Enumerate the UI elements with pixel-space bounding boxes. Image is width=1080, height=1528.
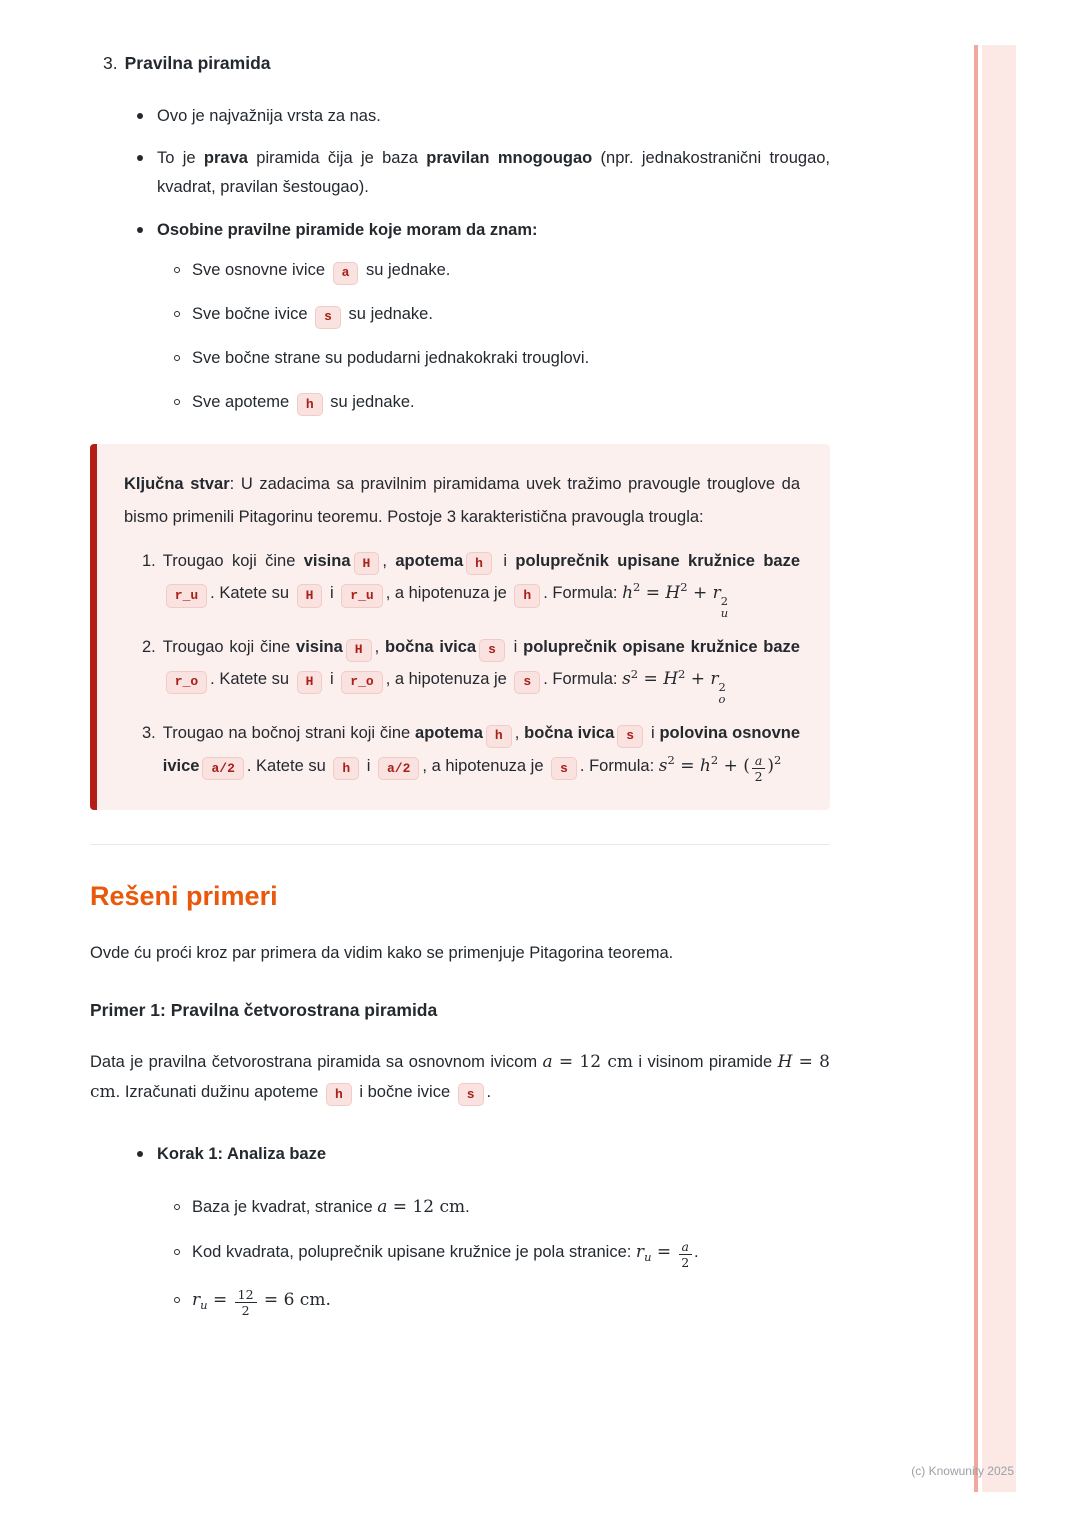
text-segment: , a hipotenuza je (385, 583, 512, 602)
text-segment: i (362, 756, 375, 775)
inline-code-chip: a (333, 262, 359, 285)
math-text: = (640, 582, 666, 603)
math-superscript: 2 (678, 666, 686, 681)
inline-code-chip: s (514, 671, 540, 694)
math-variable: r (710, 669, 719, 690)
math-text: = 6 cm. (258, 1290, 331, 1311)
inline-code-chip: r_o (341, 671, 382, 694)
bullet-icon (137, 113, 143, 119)
bullet-icon (137, 155, 143, 161)
text-segment: Trougao koji čine (162, 551, 304, 570)
math-variable: r (635, 1242, 645, 1263)
inline-code-chip: r_u (341, 584, 382, 607)
text-segment: , (514, 724, 525, 743)
text-segment: su jednake. (343, 305, 433, 324)
text-segment: Kod kvadrata, poluprečnik upisane kružnice je pola stranice: (192, 1243, 636, 1262)
inline-code-chip: h (297, 393, 323, 416)
math-superscript: 2 (718, 680, 726, 695)
fraction-numerator: a (752, 753, 765, 769)
text-segment: i (325, 670, 339, 689)
bold-text: bočna ivica (384, 638, 477, 657)
text-segment: , a hipotenuza je (422, 756, 549, 775)
list-item-text (192, 1286, 830, 1318)
callout-intro (124, 468, 800, 532)
circle-bullet-icon (174, 399, 180, 405)
inline-code-chip: s (551, 757, 577, 780)
math-variable: s (658, 755, 668, 776)
callout-list-item (124, 631, 800, 705)
text-segment: i (646, 724, 660, 743)
text-segment: . (465, 1197, 470, 1216)
math-text: = (651, 1242, 677, 1263)
list-item (90, 102, 830, 131)
math-text: = 12 cm (552, 1051, 633, 1072)
text-segment: . Formula: (543, 670, 623, 689)
page-edge-accent-line (974, 45, 978, 1492)
math-superscript: 2 (680, 580, 688, 595)
example1-problem (90, 1048, 830, 1107)
text-segment: . Katete su (210, 670, 294, 689)
example1-heading: Primer 1: Pravilna četvorostrana piramida (90, 1000, 438, 1021)
inline-code-chip: s (458, 1083, 484, 1106)
circle-bullet-icon (174, 1297, 180, 1303)
bold-text: visina (303, 551, 351, 570)
section-divider (90, 844, 830, 845)
text-segment: i (325, 583, 339, 602)
fraction-numerator: 12 (235, 1287, 257, 1303)
text-segment: . Katete su (246, 756, 331, 775)
text-segment: . Katete su (210, 583, 294, 602)
list-item (90, 216, 830, 245)
text-segment: Baza je kvadrat, stranice (192, 1197, 378, 1216)
math-variable: H (663, 669, 679, 690)
inline-code-chip: H (297, 671, 323, 694)
bold-text: pravilan mnogougao (426, 149, 593, 168)
inline-code-chip: H (346, 639, 372, 662)
callout-item-text (163, 631, 800, 705)
list-item (90, 1193, 830, 1223)
callout-item-text (163, 717, 800, 783)
bold-text: poluprečnik opisane kružnice baze (523, 638, 800, 657)
text-segment: . (486, 1082, 492, 1101)
list-item (90, 144, 830, 201)
circle-bullet-icon (174, 267, 180, 273)
inline-code-chip: r_o (166, 671, 207, 694)
text-segment: . (694, 1243, 699, 1262)
text-segment: Trougao koji čine (162, 638, 297, 657)
list-item-text (192, 344, 830, 373)
section-heading (90, 52, 830, 76)
list-number: 2. (142, 638, 156, 657)
list-item (90, 300, 830, 329)
inline-code-chip: a/2 (202, 757, 243, 780)
math-fraction (752, 753, 765, 784)
math-variable: a (542, 1051, 553, 1072)
inline-code-chip: h (514, 584, 540, 607)
math-text: = (674, 755, 700, 776)
math-text: = 8 cm (90, 1051, 830, 1102)
circle-bullet-icon (174, 1204, 180, 1210)
math-variable: s (622, 669, 631, 690)
text-segment: , (374, 638, 385, 657)
text-segment: i visinom piramide (632, 1052, 778, 1071)
math-superscript: 2 (720, 593, 729, 608)
list-number: 3. (142, 724, 156, 743)
text-segment: To je (157, 149, 204, 168)
bold-text: apotema (415, 724, 483, 743)
math-text: ) (767, 755, 774, 776)
math-subscript: o (718, 692, 726, 707)
bold-text: Korak 1: Analiza baze (157, 1145, 327, 1164)
bold-text: poluprečnik upisane kružnice baze (515, 551, 801, 570)
inline-code-chip: h (326, 1083, 352, 1106)
list-item-text (192, 1193, 830, 1223)
math-subscript: u (200, 1297, 208, 1312)
math-variable: H (777, 1051, 793, 1072)
text-segment: su jednake. (361, 261, 451, 280)
text-segment: i (494, 551, 516, 570)
math-subsup (719, 681, 726, 705)
inline-code-chip: r_u (166, 584, 207, 607)
math-subscript: u (720, 605, 729, 620)
math-variable: h (622, 582, 634, 603)
content-column (90, 52, 830, 1334)
text-segment: . Formula: (579, 756, 659, 775)
list-number: 1. (142, 551, 156, 570)
math-text: + (685, 669, 711, 690)
math-fraction (679, 1239, 692, 1270)
fraction-denominator: 2 (754, 768, 763, 784)
math-variable: H (665, 582, 681, 603)
text-segment: Sve bočne ivice (192, 305, 313, 324)
math-text: + (687, 582, 713, 603)
list-item (90, 388, 830, 417)
list-item (90, 256, 830, 285)
text-segment: Trougao na bočnoj strani koji čine (162, 724, 416, 743)
text-segment: Ovo je najvažnija vrsta za nas. (157, 106, 381, 125)
bold-text: prava (203, 149, 248, 168)
text-segment: piramida čija je baza (247, 149, 427, 168)
math-subsup (721, 595, 728, 619)
bold-text: polovina osnovne ivice (162, 724, 800, 775)
examples-heading: Rešeni primeri (90, 880, 278, 911)
inline-code-chip: s (479, 639, 505, 662)
fraction-numerator: a (679, 1239, 692, 1255)
text-segment: Sve osnovne ivice (192, 261, 330, 280)
text-segment: . Izračunati dužinu apoteme (115, 1082, 323, 1101)
math-fraction (235, 1287, 257, 1318)
list-item-text (192, 388, 830, 417)
section-number: 3. (103, 53, 118, 73)
callout-item-text (163, 545, 800, 619)
text-segment: su jednake. (325, 392, 415, 411)
inline-code-chip: h (333, 757, 359, 780)
bold-text: visina (296, 638, 343, 657)
fraction-denominator: 2 (241, 1303, 250, 1319)
list-item-text (192, 1238, 830, 1270)
step-list (90, 1193, 830, 1319)
callout-list-item (124, 717, 800, 783)
bold-text: Ključna stvar (124, 475, 230, 494)
text-segment: i (507, 638, 524, 657)
inline-code-chip: a/2 (378, 757, 419, 780)
text-segment: Data je pravilna četvorostrana piramida sa osnovnom ivicom (90, 1052, 543, 1071)
fraction-denominator: 2 (681, 1255, 690, 1271)
text-segment: . Formula: (543, 583, 623, 602)
key-point-callout (90, 444, 830, 809)
text-segment: Sve bočne strane su podudarni jednakokraki trouglovi. (192, 348, 590, 367)
copyright-footer: (c) Knowunity 2025 (911, 1464, 1014, 1478)
list-item-text (192, 300, 830, 329)
math-variable: a (377, 1196, 388, 1217)
inline-code-chip: s (617, 725, 643, 748)
bold-text: Osobine pravilne piramide koje moram da znam: (157, 220, 538, 239)
text-segment: i bočne ivice (354, 1082, 455, 1101)
list-item-text (157, 144, 830, 201)
inline-code-chip: h (486, 725, 512, 748)
text-segment: Ovde ću proći kroz par primera da vidim kako se primenjuje Pitagorina teorema. (90, 943, 674, 962)
list-item (90, 1140, 830, 1169)
math-superscript: 2 (667, 753, 675, 767)
math-superscript: 2 (633, 580, 641, 595)
bold-text: bočna ivica (524, 724, 615, 743)
list-item-text (157, 1140, 830, 1169)
math-variable: r (192, 1290, 201, 1311)
inline-code-chip: H (354, 552, 380, 575)
inline-code-chip: H (297, 584, 323, 607)
examples-intro (90, 939, 830, 968)
bold-text: apotema (395, 551, 464, 570)
text-segment: Sve apoteme (192, 392, 294, 411)
section-title: Pravilna piramida (124, 53, 271, 73)
list-item-text (157, 102, 830, 131)
math-superscript: 2 (710, 753, 719, 767)
math-text: + ( (718, 755, 750, 776)
list-item (90, 1286, 830, 1318)
text-segment: , (382, 551, 396, 570)
text-segment: , a hipotenuza je (385, 670, 512, 689)
text-segment: : U zadacima sa pravilnim piramidama uvek tražimo pravougle trouglove da bismo primenili Pitagorinu teoremu. Postoje 3 karakteristična pravougla trougla: (124, 475, 800, 526)
text-segment: (npr. jednakostranični trougao, kvadrat, pravilan šestougao). (157, 149, 831, 197)
inline-code-chip: s (315, 306, 341, 329)
math-variable: h (699, 755, 711, 776)
math-superscript: 2 (773, 753, 782, 767)
math-superscript: 2 (630, 666, 639, 681)
circle-bullet-icon (174, 355, 180, 361)
circle-bullet-icon (174, 311, 180, 317)
list-item (90, 1238, 830, 1270)
math-subscript: u (644, 1249, 652, 1264)
math-text: = (638, 669, 664, 690)
bullet-icon (137, 1151, 143, 1157)
list-item (90, 344, 830, 373)
math-text: = 12 cm (387, 1196, 466, 1217)
list-item-text (192, 256, 830, 285)
math-variable: r (712, 582, 721, 603)
math-text: = (207, 1290, 233, 1311)
inline-code-chip: h (466, 552, 492, 575)
circle-bullet-icon (174, 1249, 180, 1255)
bullet-icon (137, 227, 143, 233)
page-edge-strip (982, 45, 1016, 1492)
callout-list-item (124, 545, 800, 619)
list-item-text (157, 216, 830, 245)
